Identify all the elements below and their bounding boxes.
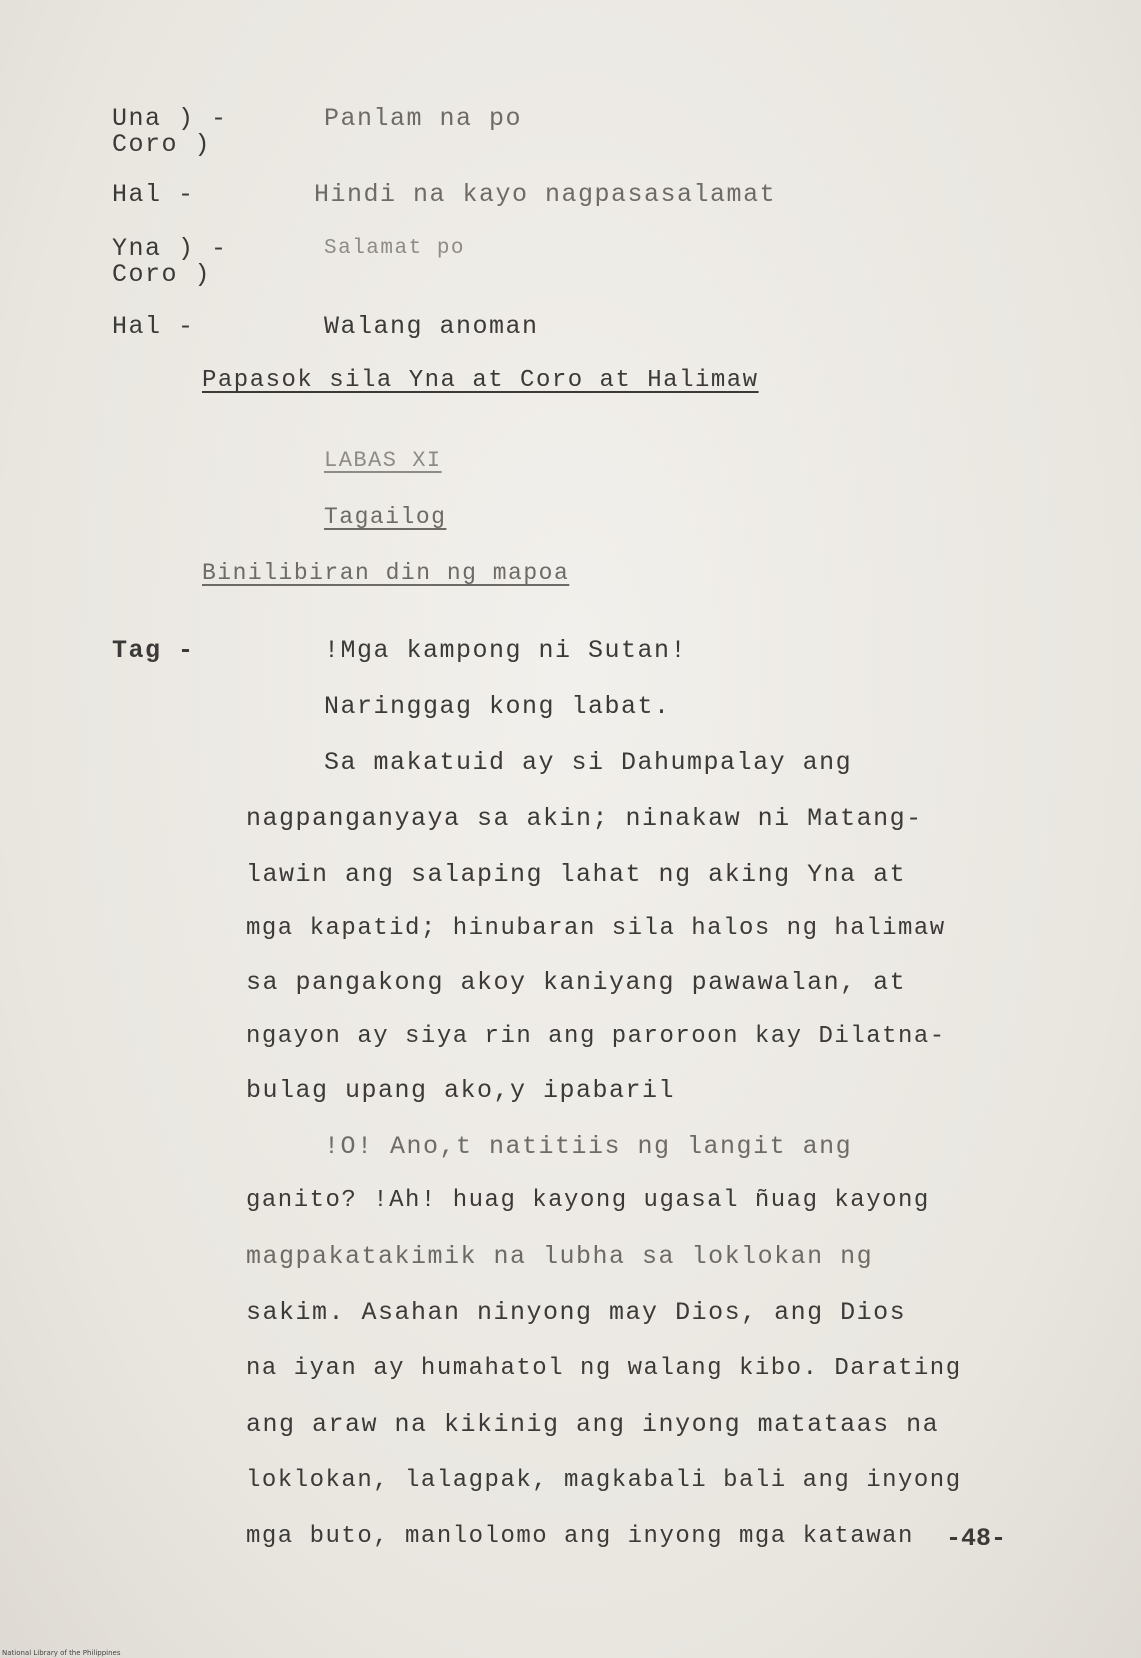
scene-direction: Binilibiran din ng mapoa xyxy=(202,560,570,586)
speaker-una: Una ) - xyxy=(112,104,228,133)
monologue-line: nagpanganyaya sa akin; ninakaw ni Matang- xyxy=(246,804,923,833)
monologue-line: mga kapatid; hinubaran sila halos ng halimaw xyxy=(246,915,946,942)
speaker-hal: Hal - xyxy=(112,312,195,341)
speaker-coro: Coro ) xyxy=(112,260,212,289)
scene-character: Tagailog xyxy=(324,504,447,530)
monologue-line: magpakatakimik na lubha sa loklokan ng xyxy=(246,1242,874,1271)
monologue-line: loklokan, lalagpak, magkabali bali ang inyong xyxy=(246,1467,962,1494)
speaker-coro: Coro ) xyxy=(112,130,212,159)
dialogue-line: Walang anoman xyxy=(324,312,539,341)
monologue-line: ngayon ay siya rin ang paroroon kay Dilatna- xyxy=(246,1023,946,1050)
monologue-line: lawin ang salaping lahat ng aking Yna at xyxy=(246,860,907,889)
monologue-line: !Mga kampong ni Sutan! xyxy=(324,636,688,665)
monologue-line: sa pangakong akoy kaniyang pawawalan, at xyxy=(246,968,907,997)
monologue-line: mga buto, manlolomo ang inyong mga katawan xyxy=(246,1523,914,1550)
dialogue-line: Hindi na kayo nagpasasalamat xyxy=(314,180,777,209)
monologue-line: Naringgag kong labat. xyxy=(324,692,671,721)
monologue-line: ganito? !Ah! huag kayong ugasal ñuag kayong xyxy=(246,1187,930,1214)
stage-direction: Papasok sila Yna at Coro at Halimaw xyxy=(202,367,759,394)
speaker-tag: Tag - xyxy=(112,636,195,665)
monologue-line: na iyan ay humahatol ng walang kibo. Darating xyxy=(246,1355,962,1382)
page-number: -48- xyxy=(946,1524,1007,1553)
monologue-line: Sa makatuid ay si Dahumpalay ang xyxy=(324,748,853,777)
monologue-line: bulag upang ako,y ipabaril xyxy=(246,1076,676,1105)
monologue-line: sakim. Asahan ninyong may Dios, ang Dios xyxy=(246,1298,907,1327)
speaker-hal: Hal - xyxy=(112,180,195,209)
dialogue-line: Salamat po xyxy=(324,237,466,260)
dialogue-line: Panlam na po xyxy=(324,104,523,133)
monologue-line: !O! Ano,t natitiis ng langit ang xyxy=(324,1132,853,1161)
speaker-yna: Yna ) - xyxy=(112,234,228,263)
scene-title: LABAS XI xyxy=(324,448,442,473)
monologue-line: ang araw na kikinig ang inyong matataas na xyxy=(246,1410,940,1439)
archive-footer: National Library of the Philippines xyxy=(2,1649,121,1657)
